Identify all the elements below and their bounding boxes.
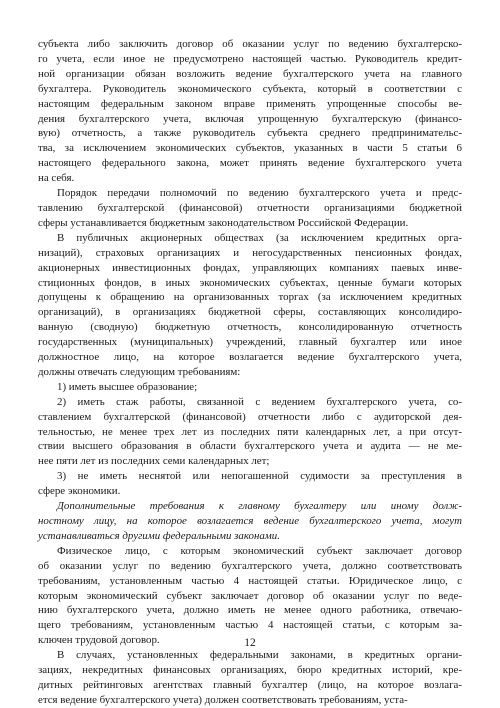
paragraph-p3	[38, 231, 462, 380]
text-line: требованиям, установленным частью 4 настоящей статьи. Юридическое лицо, с	[38, 574, 462, 587]
text-line: зациях, некредитных финансовых организациях, бюро кредитных историй, кре-	[38, 664, 462, 677]
text-line: ствии высшего образования в области бухгалтерского учета и аудита — не ме-	[38, 440, 462, 453]
text-line: Порядок передачи полномочий по ведению бухгалтерского учета и предс-	[57, 187, 462, 200]
text-line: В публичных акционерных обществах (за исключением кредитных орга-	[57, 231, 462, 244]
paragraph-p8	[38, 544, 462, 648]
text-line: дения бухгалтерского учета, включая упрощенную бухгалтерскую (финансо-	[38, 112, 462, 125]
text-line: допущены к обращению на организованных торгах (за исключением кредитных	[38, 291, 462, 304]
text-line: настоящего федерального закона, может принять ведение бухгалтерского учета	[38, 157, 462, 170]
text-line: го учета, если иное не предусмотрено настоящей частью. Руководитель кредит-	[38, 52, 462, 65]
paragraph-p4	[38, 380, 462, 395]
text-line: настоящим федеральным законом вправе применять упрощенные способы ве-	[38, 97, 462, 110]
text-line: бухгалтера. Руководитель экономического субъекта, который в соответствии с	[38, 82, 462, 95]
text-line: тавлению бухгалтерской (финансовой) отчетности организациями бюджетной	[38, 201, 462, 214]
text-line: должны отвечать следующим требованиям:	[38, 365, 241, 378]
text-line: государственных (муниципальных) учреждений, главный бухгалтер или иное	[38, 336, 462, 349]
text-line: нию бухгалтерского учета, должно иметь не менее одного работника, отвечаю-	[38, 604, 462, 617]
text-line: Дополнительные требования к главному бухгалтеру или иному долж-	[57, 500, 462, 513]
text-line: устанавливаться другими федеральными законами.	[38, 529, 280, 542]
text-line: тва, за исключением экономических субъектов, указанных в части 5 статьи 6	[38, 142, 462, 155]
page-body-text	[38, 37, 462, 708]
text-line: 1) иметь высшее образование;	[57, 380, 198, 393]
text-line: об оказании услуг по ведению бухгалтерского учета, должно соответствовать	[38, 559, 462, 572]
text-line: В случаях, установленных федеральными законами, в кредитных органи-	[57, 649, 462, 662]
text-line: организаций), в организациях бюджетной сферы, составляющих консолидиро-	[38, 306, 462, 319]
text-line: на себя.	[38, 172, 75, 185]
paragraph-p5	[38, 395, 462, 470]
text-line: ставлением бухгалтерской (финансовой) отчетности либо с аудиторской дея-	[38, 410, 462, 423]
page-number: 12	[244, 637, 256, 649]
text-line: 3) не иметь неснятой или непогашенной судимости за преступления в	[57, 470, 462, 483]
paragraph-p6	[38, 469, 462, 499]
text-line: 2) иметь стаж работы, связанной с ведением бухгалтерского учета, со-	[57, 395, 462, 408]
text-line: акционерных инвестиционных фондах, управляющих компаниях паевых инве-	[38, 261, 462, 274]
text-line: Физическое лицо, с которым экономический субъект заключает договор	[57, 544, 462, 557]
text-line: ностному лицу, на которое возлагается ведение бухгалтерского учета, могут	[38, 515, 462, 527]
text-line: тельностью, не менее трех лет из последних пяти календарных лет, а при отсут-	[38, 425, 462, 438]
text-line: нее пяти лет из последних семи календарных лет;	[38, 455, 270, 468]
text-line: сфере экономики.	[38, 485, 121, 498]
text-line: ванную (сводную) бюджетную отчетность, консолидированную отчетность	[38, 321, 462, 334]
text-line: дитных рейтинговых агентствах главный бухгалтер (лицо, на которое возлага-	[38, 678, 462, 691]
text-line: субъекта либо заключить договор об оказании услуг по ведению бухгалтерско-	[38, 38, 462, 50]
text-line: должностное лицо, на которое возлагается ведение бухгалтерского учета,	[38, 351, 462, 364]
paragraph-p7	[38, 499, 462, 544]
paragraph-p2	[38, 186, 462, 231]
text-line: ной организации обязан возложить ведение бухгалтерского учета на главного	[38, 67, 462, 80]
paragraph-p9	[38, 648, 462, 708]
text-line: которым экономический субъект заключает договор об оказании услуг по веде-	[38, 589, 462, 602]
text-line: сферы устанавливается бюджетным законодательством Российской Федерации.	[38, 216, 409, 229]
text-line: щего требованиям, установленным частью 4 настоящей статьи, с которым за-	[38, 619, 462, 632]
text-line: низаций), страховых организациях и негосударственных пенсионных фондах,	[38, 246, 462, 259]
text-line: вую) отчетность, а также руководитель субъекта среднего предпринимательс-	[38, 127, 462, 140]
paragraph-p1	[38, 37, 462, 186]
text-line: ключен трудовой договор.	[38, 634, 160, 647]
text-line: ется ведение бухгалтерского учета) должен соответствовать требованиям, уста-	[38, 693, 408, 706]
text-line: стиционных фондов, в иных экономических субъектах, ценные бумаги которых	[38, 276, 462, 289]
